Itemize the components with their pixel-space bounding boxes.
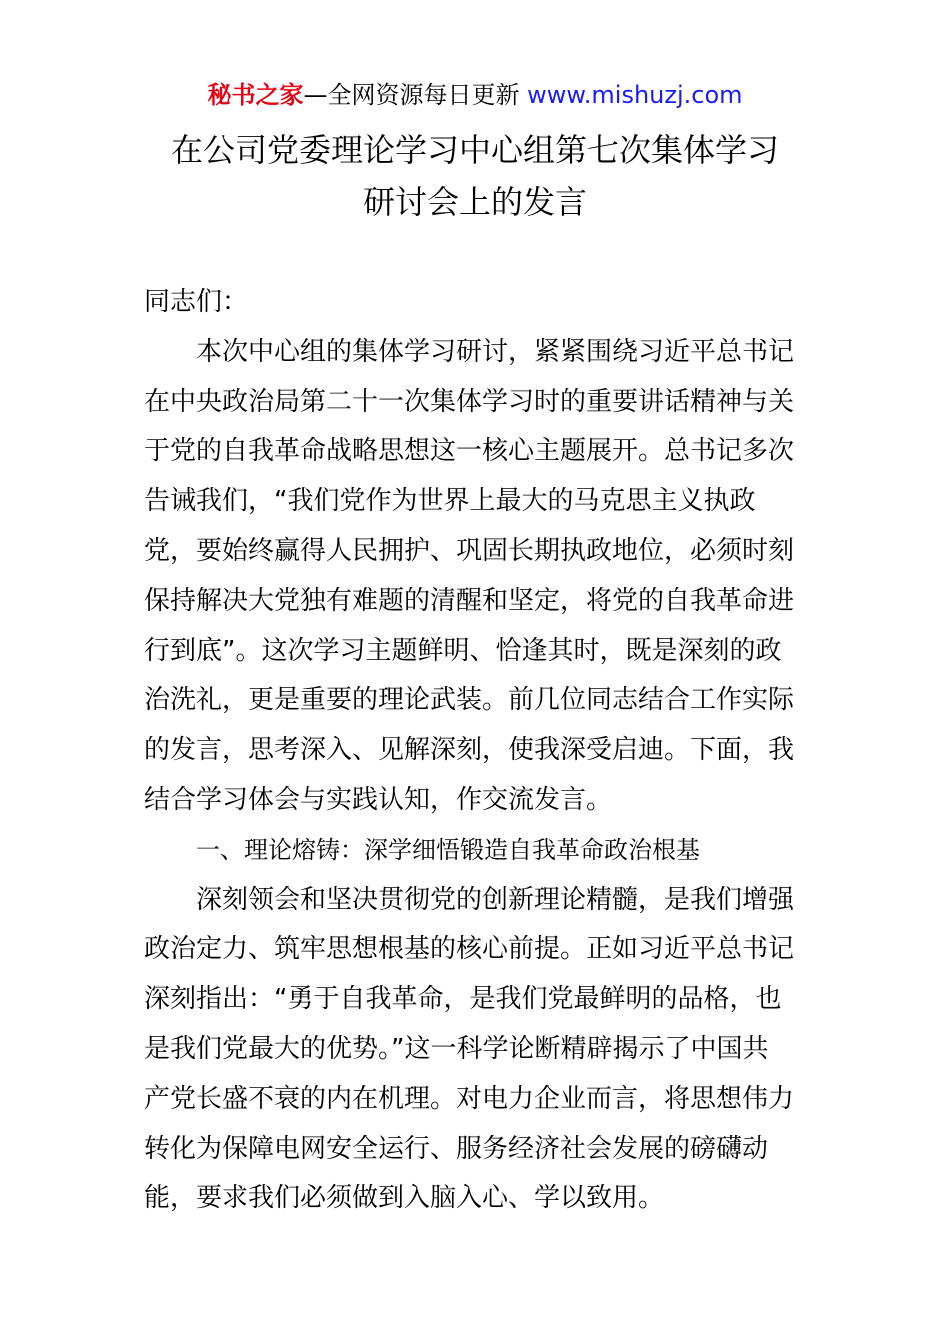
body-line: 本次中心组的集体学习研讨，紧紧围绕习近平总书记 bbox=[196, 336, 795, 367]
body-line: 于党的自我革命战略思想这一核心主题展开。总书记多次 bbox=[144, 436, 795, 467]
body-line: 产党长盛不衰的内在机理。对电力企业而言，将思想伟力 bbox=[144, 1083, 795, 1114]
body-line: 是我们党最大的优势。”这一科学论断精辟揭示了中国共 bbox=[144, 1033, 769, 1064]
section-heading: 一、理论熔铸：深学细悟锻造自我革命政治根基 bbox=[196, 835, 700, 864]
body-line: 能，要求我们必须做到入脑入心、学以致用。 bbox=[144, 1183, 665, 1214]
document-title bbox=[100, 124, 850, 228]
document-body bbox=[144, 278, 808, 1224]
body-line: 党，要始终赢得人民拥护、巩固长期执政地位，必须时刻 bbox=[144, 535, 795, 566]
body-line: 深刻指出：“勇于自我革命，是我们党最鲜明的品格，也 bbox=[144, 984, 782, 1015]
body-line: 行到底”。这次学习主题鲜明、恰逢其时，既是深刻的政 bbox=[144, 635, 782, 666]
title-line-1: 在公司党委理论学习中心组第七次集体学习 bbox=[170, 131, 779, 169]
header-tagline: —全网资源每日更新 bbox=[303, 81, 528, 109]
body-line: 结合学习体会与实践认知，作交流发言。 bbox=[144, 784, 613, 815]
body-line: 政治定力、筑牢思想根基的核心前提。正如习近平总书记 bbox=[144, 934, 795, 965]
body-line: 治洗礼，更是重要的理论武装。前几位同志结合工作实际 bbox=[144, 685, 795, 716]
salutation: 同志们： bbox=[144, 287, 249, 317]
body-line: 在中央政治局第二十一次集体学习时的重要讲话精神与关 bbox=[144, 386, 795, 417]
site-url-link[interactable]: www.mishuzj.com bbox=[527, 81, 743, 109]
title-line-2: 研讨会上的发言 bbox=[362, 183, 587, 221]
body-line: 深刻领会和坚决贯彻党的创新理论精髓，是我们增强 bbox=[196, 884, 795, 915]
body-line: 告诫我们，“我们党作为世界上最大的马克思主义执政 bbox=[144, 486, 756, 517]
body-line: 转化为保障电网安全运行、服务经济社会发展的磅礴动 bbox=[144, 1133, 769, 1164]
header-banner bbox=[0, 78, 950, 112]
brand-name: 秘书之家 bbox=[207, 81, 304, 109]
body-line: 的发言，思考深入、见解深刻，使我深受启迪。下面，我 bbox=[144, 735, 795, 766]
body-line: 保持解决大党独有难题的清醒和坚定，将党的自我革命进 bbox=[144, 585, 795, 616]
